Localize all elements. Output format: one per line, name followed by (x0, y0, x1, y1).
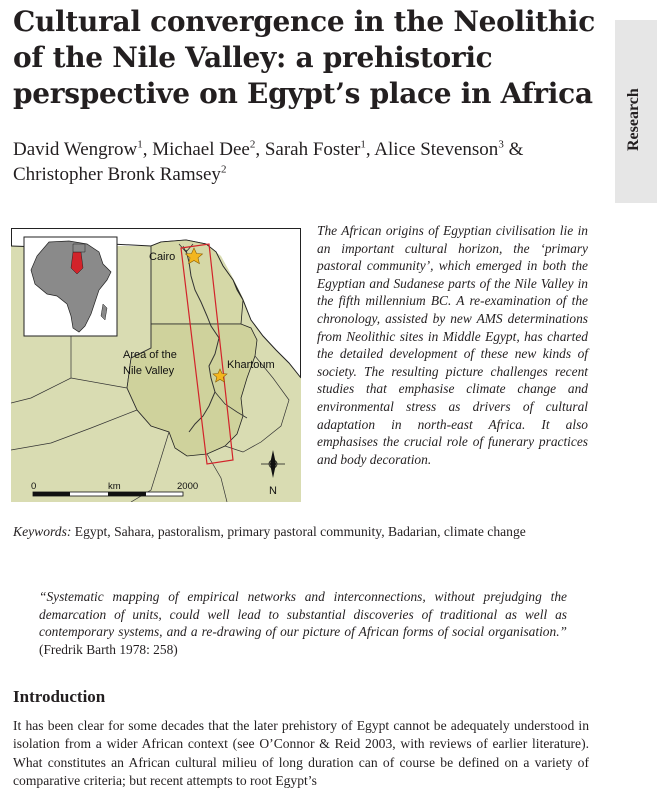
keywords (13, 523, 613, 541)
quote-text: “Systematic mapping of empirical networks and interconnections, without prejudging the demarcation of units, could well lead to substantial discoveries of traditional as well as contemporary systems, and a re-drawing of our picture of African forms of social organisation.” (39, 589, 567, 640)
africa-inset-map (24, 237, 117, 336)
author: Michael Dee$^2$, (152, 138, 265, 160)
author: Alice Stevenson$^3$ & (374, 138, 524, 160)
section-tab-label: Research (625, 88, 642, 151)
introduction-heading: Introduction (13, 687, 106, 706)
label-area-line2: Nile Valley (123, 365, 175, 377)
author: Christopher Bronk Ramsey$^2$ (13, 163, 227, 185)
epigraph-quote (39, 588, 567, 658)
introduction-text: It has been clear for some decades that the later prehistory of Egypt cannot be adequately understood in isolation from a wider African context (see O’Connor & Reid 2003, with reviews of earlier literature). What constitutes an African cultural milieu of long duration can of course be defined on a variety of comparative criteria; but recent attempts to root Egypt’s (13, 718, 589, 788)
article-title: Cultural convergence in the Neolithic of the Nile Valley: a prehistoric perspective on Egypt’s place in Africa (13, 5, 595, 110)
label-khartoum: Khartoum (227, 359, 275, 371)
label-area-line1: Area of the (123, 349, 177, 361)
abstract: The African origins of Egyptian civilisation lie in an important cultural horizon, the ‘primary pastoral community’, which emerged in both the Egyptian and Sudanese parts of the Nile Valley in the fifth millennium BC. A re-examination of the chronology, assisted by new AMS determinations from Neolithic sites in Middle Egypt, has charted the detailed development of these new kinds of society. The resulting picture challenges recent studies that emphasise climate change and environmental stress as drivers of cultural adaptation in north-east Africa. It also emphasises the crucial role of funerary practices and body decoration. (317, 223, 588, 467)
scale-unit: km (108, 481, 121, 492)
author-list (13, 137, 603, 187)
label-cairo: Cairo (149, 251, 176, 263)
quote-citation: (Fredrik Barth 1978: 258) (39, 641, 178, 657)
section-tab-label-wrap (621, 43, 651, 183)
scale-end: 2000 (177, 481, 199, 492)
author: Sarah Foster$^1$, (264, 138, 375, 160)
keywords-list: Egypt, Sahara, pastoralism, primary pastoral community, Badarian, climate change (71, 524, 526, 539)
author: David Wengrow$^1$, (13, 138, 153, 160)
nile-valley-map (11, 228, 301, 502)
keywords-label: Keywords: (13, 524, 72, 539)
scale-start: 0 (31, 481, 37, 492)
north-label: N (269, 485, 277, 497)
